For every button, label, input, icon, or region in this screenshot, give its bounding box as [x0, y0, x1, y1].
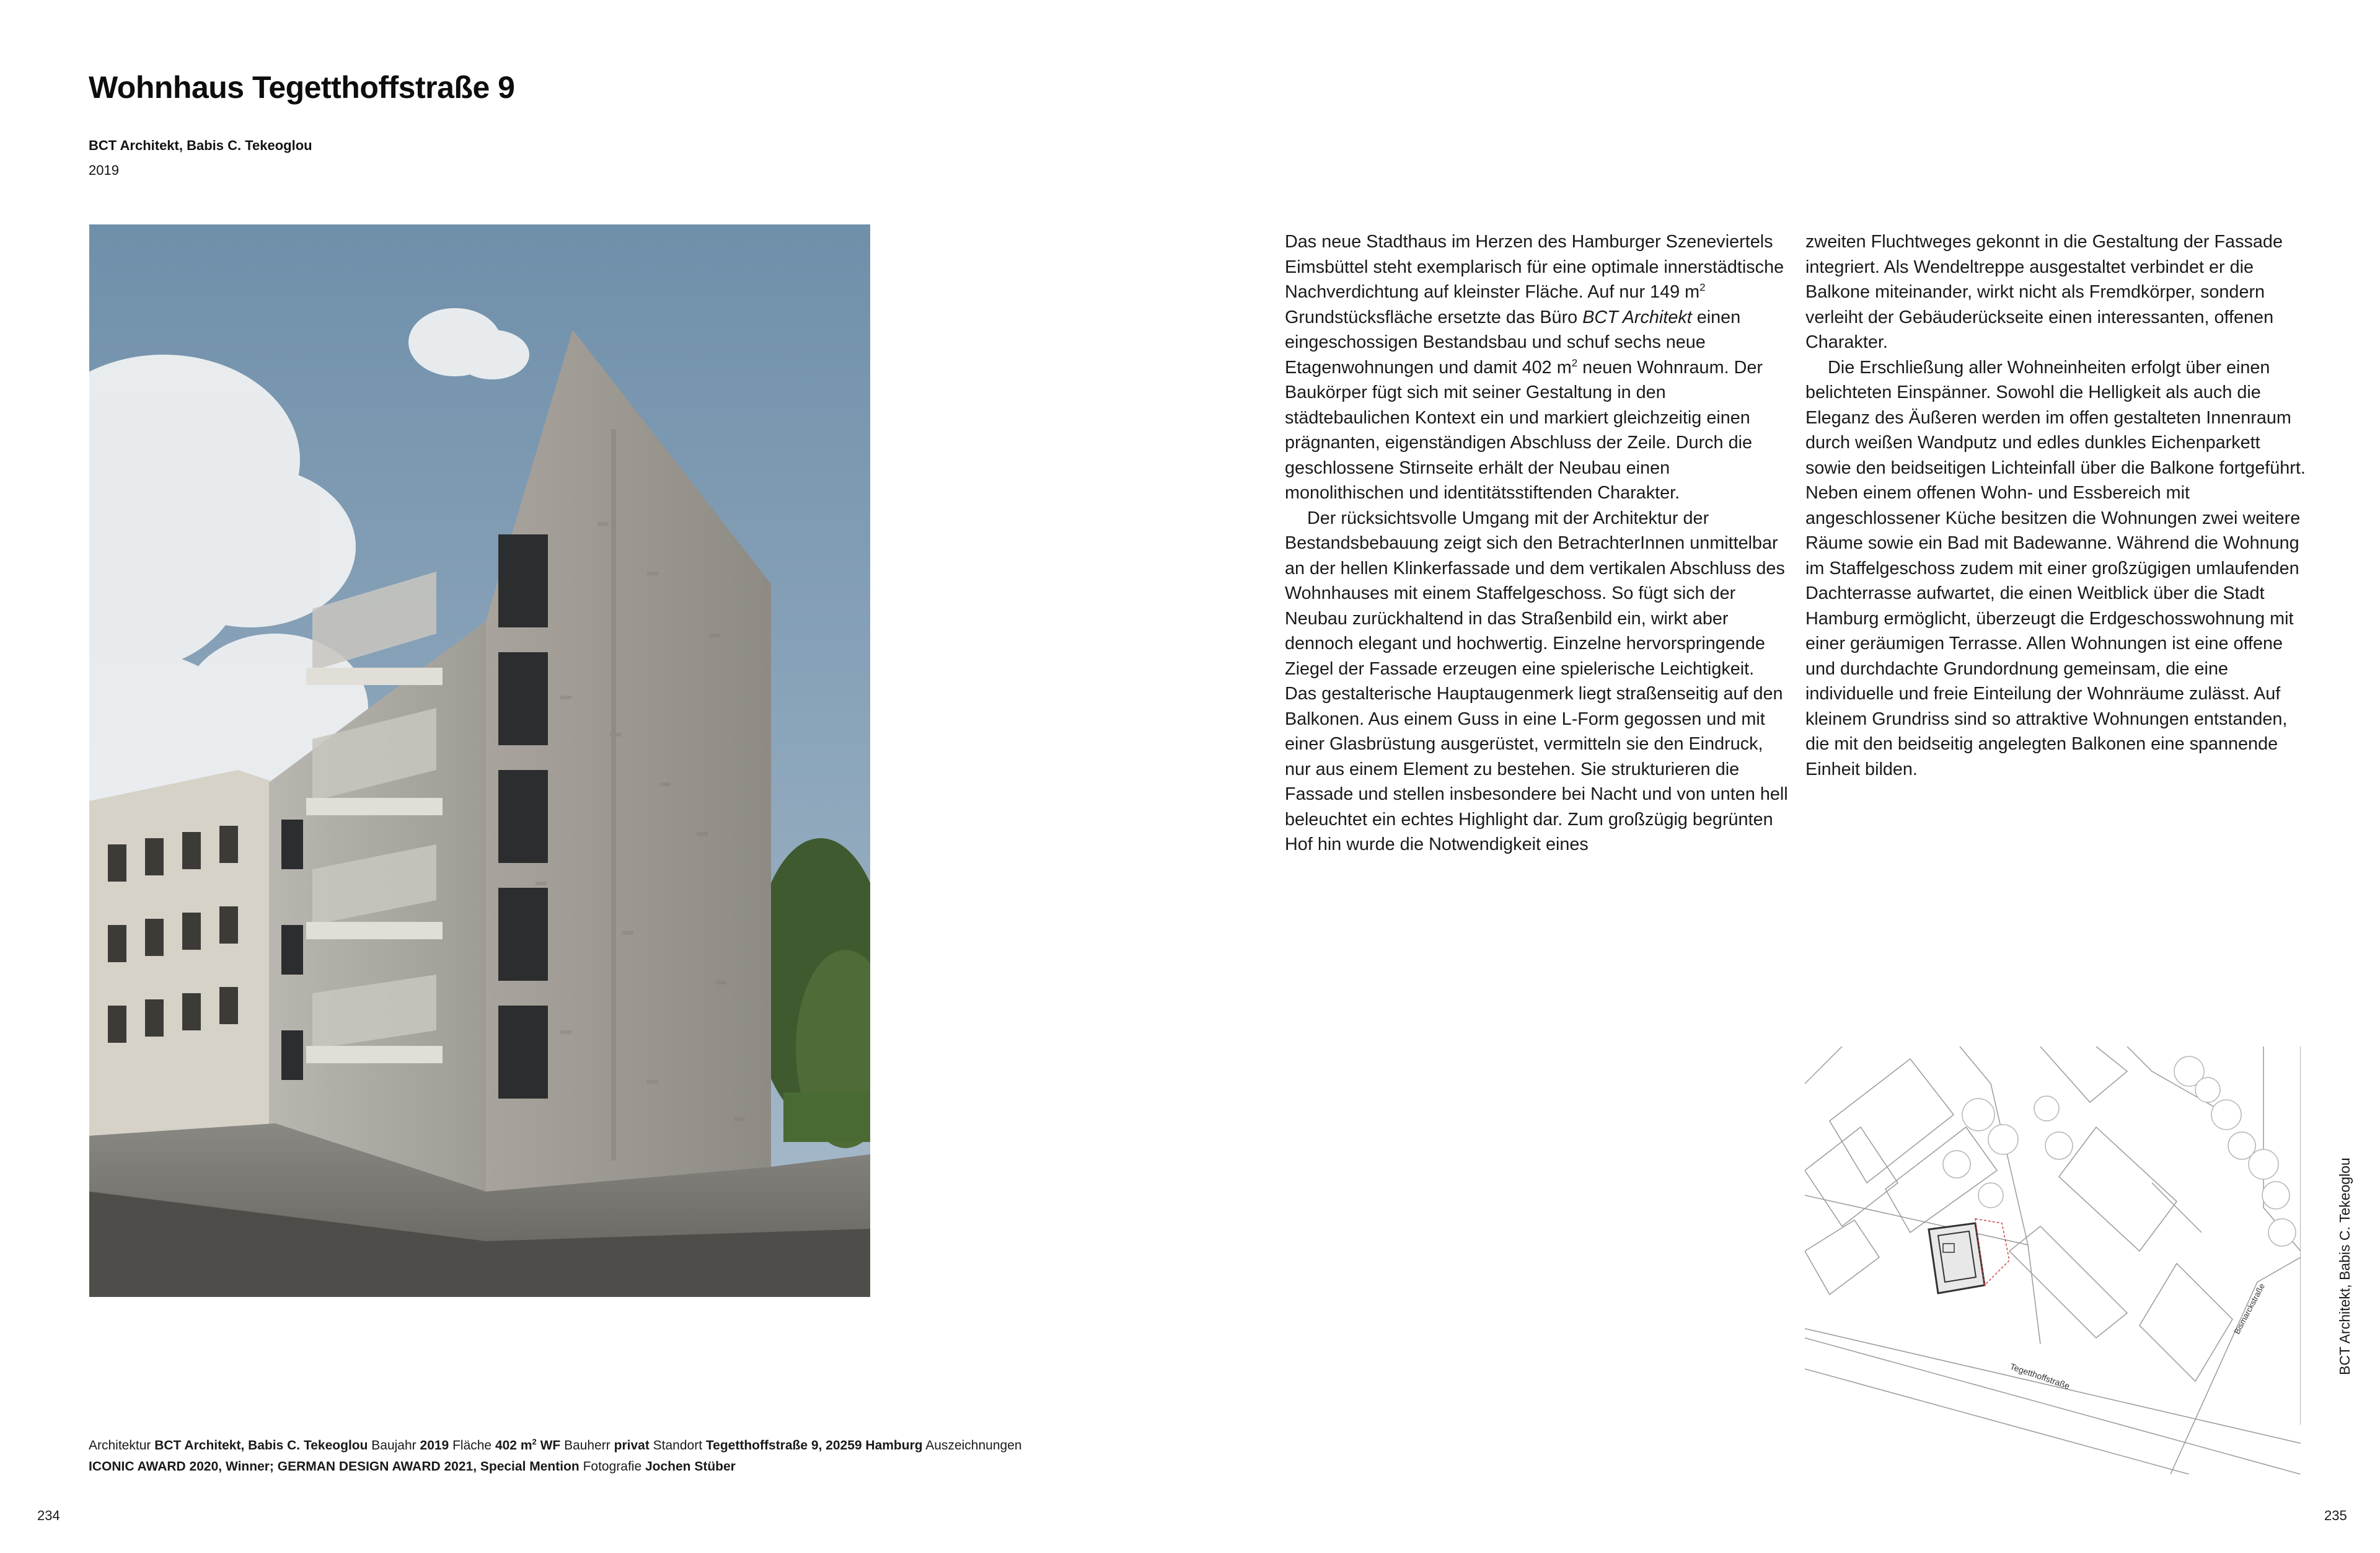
credit-value-standort: Tegetthoffstraße 9, 20259 Hamburg [705, 1438, 923, 1453]
vertical-architect-label: BCT Architekt, Babis C. Tekeoglou [2337, 1157, 2353, 1375]
credit-value-fotografie: Jochen Stüber [645, 1459, 736, 1474]
body-text: neuen Wohnraum. Der Baukörper fügt sich mit seiner Gestaltung in den städtebaulichen Kontext ein und markiert gleichzeitig einen prägnanten, eigenständigen Abschluss der Zeile. Durch die geschlossene Stirnseite erhält der Neubau einen monolithischen und identitätsstiftenden Charakter. [1285, 357, 1763, 503]
credit-label-architektur: Architektur [89, 1438, 151, 1453]
body-paragraph-3: Die Erschließung aller Wohneinheiten erfolgt über einen belichteten Einspänner. Sowohl die Helligkeit als auch die Eleganz des Äußeren werden im offen gestalteten Innenraum durch weißen Wandputz und edles dunkles Eichenparkett sowie den beidseitigen Lichteinfall über die Balkone fortgeführt. Neben einem offenen Wohn- und Essbereich mit angeschlossener Küche besitzen die Wohnungen zwei weitere Räume sowie ein Bad mit Badewanne. Während die Wohnung im Staffelgeschoss zudem mit einer großzügigen umlaufenden Dachterrasse aufwartet, die einen Weitblick über die Stadt Hamburg ermöglicht, überzeugt die Erdgeschosswohnung mit einer geräumigen Terrasse. Allen Wohnungen ist eine offene und durchdachte Grundordnung gemeinsam, die eine individuelle und freie Einteilung der Wohnräume zulässt. Auf kleinem Grundriss sind so attraktive Wohnungen entstanden, die mit den beidseitig angelegten Balkonen eine spannende Einheit bilden. [1805, 357, 2306, 779]
architect-name: BCT Architekt, Babis C. Tekeoglou [89, 138, 312, 153]
credit-value-bauherr: privat [614, 1438, 650, 1453]
site-plan-drawing [1805, 1046, 2301, 1474]
credit-label-standort: Standort [653, 1438, 703, 1453]
credit-label-auszeichnungen: Auszeichnungen [925, 1438, 1022, 1453]
building-photo-illustration [89, 224, 870, 1297]
credit-flaeche-number: 402 m [495, 1438, 532, 1453]
credit-value-architektur: BCT Architekt, Babis C. Tekeoglou [154, 1438, 368, 1453]
project-year: 2019 [89, 162, 119, 178]
credit-flaeche-unit: WF [536, 1438, 561, 1453]
body-paragraph-2-part-2: zweiten Fluchtweges gekonnt in die Gestaltung der Fassade integriert. Als Wendeltreppe ausgestaltet verbindet er die Balkone miteinander, wirkt nicht als Fremdkörper, sondern verleiht der Gebäuderückseite einen interessanten, offenen Charakter. [1805, 232, 2283, 352]
body-text: Das neue Stadthaus im Herzen des Hamburger Szeneviertels Eimsbüttel steht exemplarisch für eine optimale innerstädtische Nachverdichtung auf kleinster Fläche. Auf nur 149 m [1285, 232, 1784, 302]
street-label-tegetthoffstrasse: Tegetthoffstraße [2009, 1361, 2071, 1391]
office-name: BCT Architekt [1582, 307, 1692, 327]
building-photo [89, 224, 870, 1297]
project-credits [89, 1435, 1266, 1477]
body-text: Grundstücksfläche ersetzte das Büro [1285, 307, 1583, 327]
credit-label-fotografie: Fotografie [583, 1459, 642, 1474]
body-paragraph-1 [1285, 229, 1790, 506]
credit-label-flaeche: Fläche [452, 1438, 492, 1453]
credit-value-flaeche [495, 1438, 560, 1453]
credit-label-bauherr: Bauherr [564, 1438, 610, 1453]
street-label-bismarckstrasse: Bismarckstraße [2232, 1281, 2267, 1336]
body-paragraph-2-part-1: Der rücksichtsvolle Umgang mit der Architektur der Bestandsbebauung zeigt sich den BetrachterInnen unmittelbar an der hellen Klinkerfassade und dem vertikalen Abschluss des Wohnhauses mit einem Staffelgeschoss. So fügt sich der Neubau zurückhaltend in das Straßenbild ein, wirkt aber dennoch elegant und hochwertig. Einzelne hervorspringende Ziegel der Fassade erzeugen eine spielerische Leichtigkeit. Das gestalterische Hauptaugenmerk liegt straßenseitig auf den Balkonen. Aus einem Guss in eine L-Form gegossen und mit einer Glasbrüstung ausgerüstet, vermitteln sie den Eindruck, nur aus einem Element zu bestehen. Sie strukturieren die Fassade und stellen insbesondere bei Nacht und von unten hell beleuchtet ein echtes Highlight dar. Zum großzügig begrünten Hof hin wurde die Notwendigkeit eines [1285, 508, 1788, 854]
page-title: Wohnhaus Tegetthoffstraße 9 [89, 70, 515, 105]
superscript: 2 [532, 1437, 537, 1446]
credit-value-baujahr: 2019 [420, 1438, 449, 1453]
credit-label-baujahr: Baujahr [371, 1438, 416, 1453]
page-number-right: 235 [2324, 1508, 2347, 1523]
page-number-left: 234 [37, 1508, 60, 1523]
site-plan [1805, 1046, 2301, 1474]
body-text: einen eingeschossigen Bestandsbau und schuf sechs neue Etagenwohnungen und damit 402 m [1285, 307, 1741, 378]
credit-value-auszeichnungen: ICONIC AWARD 2020, Winner; GERMAN DESIGN AWARD 2021, Special Mention [89, 1459, 580, 1474]
superscript: 2 [1571, 356, 1578, 369]
body-text-column-left [1285, 229, 1790, 857]
body-text-column-right [1805, 229, 2311, 782]
superscript: 2 [1699, 281, 1706, 293]
